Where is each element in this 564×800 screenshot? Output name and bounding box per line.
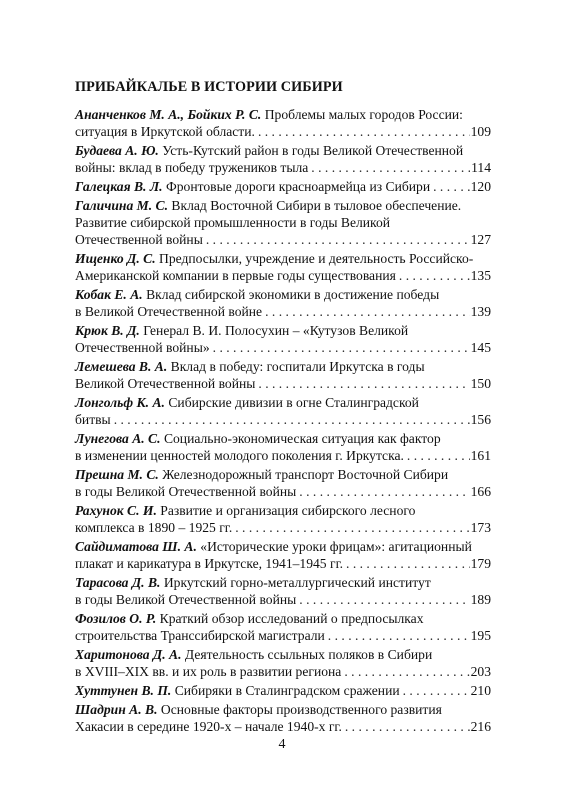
dot-leader xyxy=(258,123,470,140)
dot-leader xyxy=(328,627,470,644)
toc-entry-title: Краткий обзор исследований о предпосылках xyxy=(159,611,424,626)
toc-entry-title: Сибирские дивизии в огне Сталинградской xyxy=(168,395,419,410)
toc-entry-line xyxy=(75,394,491,411)
dot-leader xyxy=(265,303,470,320)
toc-entry-title: Развитие сибирской промышленности в годы Великой xyxy=(75,215,391,230)
toc-entry-line xyxy=(75,646,491,663)
dot-leader xyxy=(407,447,470,464)
toc-entry-line xyxy=(75,286,491,303)
toc-entry-title: строительства Транссибирской магистрали xyxy=(75,628,325,644)
toc-entry-title: в Великой Отечественной войне xyxy=(75,304,263,320)
toc-entry-title: Развитие и организация сибирского лесного xyxy=(160,503,416,518)
dot-leader xyxy=(344,663,469,680)
toc-entry-page: 173 xyxy=(470,520,491,536)
dot-leader xyxy=(213,339,470,356)
toc-entry-title: в годы Великой Отечественной войны xyxy=(75,484,297,500)
dot-leader xyxy=(399,267,470,284)
toc-entry-authors: Прешна М. С. xyxy=(75,467,159,482)
toc-entry-page: 135 xyxy=(470,268,491,284)
toc-entry-line xyxy=(75,250,491,267)
toc-entry-authors: Тарасова Д. В. xyxy=(75,575,161,590)
toc-entry xyxy=(75,197,491,249)
dot-leader xyxy=(114,411,470,428)
toc-entry xyxy=(75,322,491,356)
toc-entry-title: ситуация в Иркутской области. xyxy=(75,124,255,140)
toc-entry-line xyxy=(75,430,491,447)
toc-entry-line xyxy=(75,267,491,284)
toc-entry-line xyxy=(75,197,491,214)
toc-entries xyxy=(75,106,491,735)
toc-entry-line xyxy=(75,106,491,123)
toc-entry-line xyxy=(75,466,491,483)
toc-entry-authors: Лонгольф К. А. xyxy=(75,395,165,410)
toc-entry-title: «Исторические уроки фрицам»: агитационный xyxy=(200,539,472,554)
toc-entry-page: 216 xyxy=(470,719,491,734)
toc-entry xyxy=(75,286,491,320)
toc-entry-authors: Кобак Е. А. xyxy=(75,287,143,302)
toc-entry xyxy=(75,646,491,680)
toc-entry-line xyxy=(75,339,491,356)
toc-entry-line xyxy=(75,574,491,591)
toc-entry xyxy=(75,610,491,644)
toc-entry-line xyxy=(75,538,491,555)
dot-leader xyxy=(299,483,469,500)
toc-entry xyxy=(75,701,491,735)
toc-entry-line xyxy=(75,555,491,572)
toc-entry-page: 145 xyxy=(470,340,491,356)
toc-entry-title: Великой Отечественной войны xyxy=(75,376,256,392)
toc-entry-line xyxy=(75,718,491,735)
toc-entry xyxy=(75,538,491,572)
toc-entry-line xyxy=(75,322,491,339)
toc-entry-authors: Галецкая В. Л. xyxy=(75,179,163,194)
toc-entry-line xyxy=(75,447,491,464)
toc-entry-line xyxy=(75,142,491,159)
toc-entry-authors: Харитонова Д. А. xyxy=(75,647,182,662)
toc-entry-line xyxy=(75,375,491,392)
toc-entry xyxy=(75,178,491,195)
toc-entry-authors: Лунегова А. С. xyxy=(75,431,161,446)
toc-entry-title: Основные факторы производственного развития xyxy=(160,701,442,717)
toc-entry-page: 156 xyxy=(470,412,491,428)
toc-entry-line xyxy=(75,502,491,519)
toc-entry-page: 114 xyxy=(471,160,491,176)
toc-entry-title: Проблемы малых городов России: xyxy=(264,107,463,122)
toc-entry-line xyxy=(75,627,491,644)
toc-entry-title: Предпосылки, учреждение и деятельность Российско- xyxy=(159,251,474,266)
toc-entry-line xyxy=(75,701,491,718)
toc-entry-title: битвы xyxy=(75,412,111,428)
toc-entry-line xyxy=(75,178,491,195)
toc-entry-title: в XVIII–XIX вв. и их роль в развитии региона xyxy=(75,664,342,680)
toc-entry-title: Вклад сибирской экономики в достижение победы xyxy=(146,287,440,302)
toc-entry-authors: Галичина М. С. xyxy=(75,197,168,213)
toc-entry-line xyxy=(75,663,491,680)
toc-entry-line xyxy=(75,123,491,140)
dot-leader xyxy=(299,591,469,608)
toc-entry-title: Сибиряки в Сталинградском сражении xyxy=(174,683,400,698)
toc-entry-title: Генерал В. И. Полосухин – «Кутузов Великой xyxy=(143,323,409,338)
toc-entry-line xyxy=(75,483,491,500)
toc-entry-title: плакат и карикатура в Иркутске, 1941–1945 гг. xyxy=(75,556,344,572)
toc-entry-line xyxy=(75,411,491,428)
toc-entry-page: 109 xyxy=(470,124,491,140)
toc-entry-line xyxy=(75,231,491,248)
toc-entry-title: Железнодорожный транспорт Восточной Сибири xyxy=(162,467,449,482)
toc-entry-title: Отечественной войны» xyxy=(75,340,210,356)
dot-leader xyxy=(346,555,470,572)
section-title: ПРИБАЙКАЛЬЕ В ИСТОРИИ СИБИРИ xyxy=(75,79,343,95)
toc-entry-title: Фронтовые дороги красноармейца из Сибири xyxy=(165,179,431,194)
toc-entry-line xyxy=(75,303,491,320)
toc-entry-line xyxy=(75,214,491,231)
dot-leader xyxy=(206,231,470,248)
toc-entry-page: 179 xyxy=(470,556,491,572)
toc-entry-authors: Рахунок С. И. xyxy=(75,503,157,518)
dot-leader xyxy=(403,682,470,699)
toc-entry-authors: Сайдиматова Ш. А. xyxy=(75,539,197,554)
toc-entry-page: 210 xyxy=(470,683,491,698)
toc-entry-line xyxy=(75,159,491,176)
toc-entry-line xyxy=(75,610,491,627)
toc-entry-authors: Хуттунен В. П. xyxy=(75,683,172,698)
toc-entry xyxy=(75,394,491,428)
toc-entry-page: 195 xyxy=(470,628,491,644)
dot-leader xyxy=(235,519,469,536)
toc-entry-line xyxy=(75,358,491,375)
toc-entry-line xyxy=(75,682,491,699)
toc-entry-title: Деятельность ссыльных поляков в Сибири xyxy=(184,647,433,662)
dot-leader xyxy=(311,159,470,176)
toc-entry-page: 166 xyxy=(470,484,491,500)
toc-entry xyxy=(75,430,491,464)
toc-entry-authors: Ищенко Д. С. xyxy=(75,251,156,266)
toc-entry-page: 120 xyxy=(470,179,491,194)
toc-entry xyxy=(75,250,491,284)
toc-entry-page: 161 xyxy=(470,448,491,464)
toc-entry-line xyxy=(75,591,491,608)
page-number: 4 xyxy=(278,737,286,752)
toc-entry-authors: Фозилов О. Р. xyxy=(75,611,157,626)
toc-entry xyxy=(75,466,491,500)
toc-entry-authors: Крюк В. Д. xyxy=(75,323,140,338)
toc-entry-authors: Шадрин А. В. xyxy=(75,701,158,717)
toc-entry xyxy=(75,106,491,140)
toc-entry xyxy=(75,682,491,699)
toc-entry-title: Социально-экономическая ситуация как фактор xyxy=(163,431,441,446)
dot-leader xyxy=(433,178,469,195)
toc-entry-page: 189 xyxy=(470,592,491,608)
toc-entry xyxy=(75,574,491,608)
toc-entry-title: Американской компании в первые годы существования xyxy=(75,268,396,284)
toc-entry-title: Отечественной войны xyxy=(75,232,203,248)
toc-entry-authors: Лемешева В. А. xyxy=(75,359,168,374)
toc-entry-page: 127 xyxy=(470,232,491,248)
toc-entry-title: в годы Великой Отечественной войны xyxy=(75,592,297,608)
toc-entry-authors: Ананченков М. А., Бойких Р. С. xyxy=(75,107,262,122)
toc-entry xyxy=(75,142,491,176)
toc-entry-page: 139 xyxy=(470,304,491,320)
toc-entry-page: 203 xyxy=(470,664,491,680)
toc-entry-page: 150 xyxy=(470,376,491,392)
toc-entry-title: Усть-Кутский район в годы Великой Отечественной xyxy=(162,143,464,158)
dot-leader xyxy=(258,375,469,392)
toc-entry-title: Вклад Восточной Сибири в тыловое обеспечение. xyxy=(171,197,462,213)
toc-entry-authors: Будаева А. Ю. xyxy=(75,143,159,158)
toc-entry-title: в изменении ценностей молодого поколения г. Иркутска. xyxy=(75,448,404,464)
dot-leader xyxy=(345,718,470,735)
toc-entry-title: войны: вклад в победу тружеников тыла xyxy=(75,160,309,176)
toc-entry-line xyxy=(75,519,491,536)
toc-entry-title: комплекса в 1890 – 1925 гг. xyxy=(75,520,233,536)
toc-entry-title: Хакасии в середине 1920-х – начале 1940-х гг. xyxy=(75,719,342,734)
table-of-contents xyxy=(75,78,491,737)
toc-entry xyxy=(75,502,491,536)
toc-entry xyxy=(75,358,491,392)
toc-entry-title: Иркутский горно-металлургический институт xyxy=(163,575,431,590)
toc-entry-title: Вклад в победу: госпитали Иркутска в годы xyxy=(170,359,425,374)
